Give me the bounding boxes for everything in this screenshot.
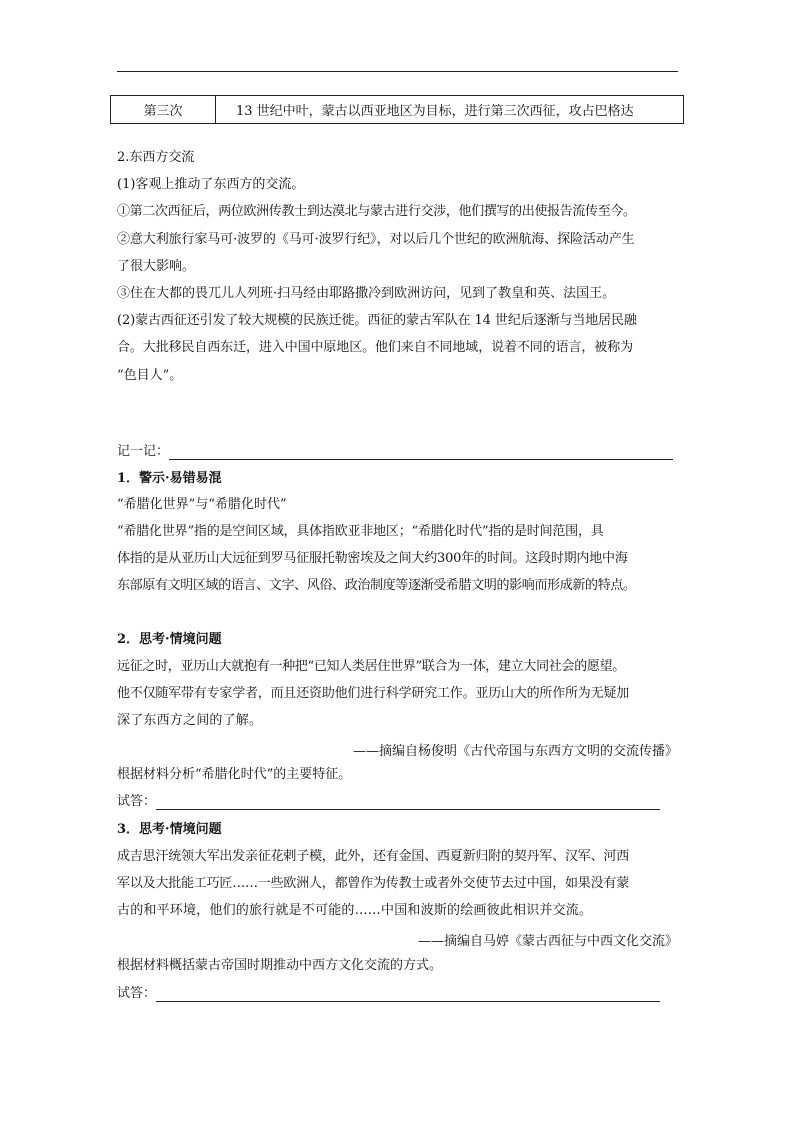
subsection-title: 1．警示·易错易混 bbox=[117, 471, 222, 486]
subsection-title: 3．思考·情境问题 bbox=[117, 822, 222, 837]
paragraph: 远征之时，亚历山大就抱有一种把“已知人类居住世界”联合为一体，建立大同社会的愿望。 bbox=[117, 659, 625, 674]
source-citation: ——摘编自杨俊明《古代帝国与东西方文明的交流传播》 bbox=[352, 744, 678, 759]
expedition-table-row bbox=[110, 95, 684, 124]
paragraph: “希腊化世界”指的是空间区域，具体指欧亚非地区；“希腊化时代”指的是时间范围，具 bbox=[117, 524, 604, 539]
header-rule bbox=[117, 71, 678, 72]
paragraph: (2)蒙古西征还引发了较大规模的民族迁徙。西征的蒙古军队在 14 世纪后逐渐与当地居民融 bbox=[117, 313, 637, 328]
subsection-title: 2．思考·情境问题 bbox=[117, 632, 222, 647]
note-row bbox=[117, 444, 673, 460]
answer-row bbox=[117, 986, 660, 1002]
answer-input-line[interactable] bbox=[156, 796, 660, 810]
answer-row bbox=[117, 794, 660, 810]
paragraph: (1)客观上推动了东西方的交流。 bbox=[117, 177, 305, 192]
answer-label: 试答： bbox=[117, 794, 157, 809]
note-input-line[interactable] bbox=[169, 446, 673, 460]
paragraph: 成吉思汗统领大军出发亲征花剌子模，此外，还有金国、西夏新归附的契丹军、汉军、河西 bbox=[117, 849, 630, 864]
paragraph: 合。大批移民自西东迁，进入中国中原地区。他们来自不同地域，说着不同的语言，被称为 bbox=[117, 340, 634, 355]
table-cell-label: 第三次 bbox=[111, 96, 216, 123]
table-cell-text: 13 世纪中叶，蒙古以西亚地区为目标，进行第三次西征，攻占巴格达 bbox=[236, 104, 634, 119]
question: 根据材料概括蒙古帝国时期推动中西方文化交流的方式。 bbox=[117, 958, 443, 973]
answer-input-line[interactable] bbox=[156, 988, 660, 1002]
question: 根据材料分析“希腊化时代”的主要特征。 bbox=[117, 767, 352, 782]
paragraph: ③住在大都的畏兀儿人列班·扫马经由耶路撒冷到欧洲访问，见到了教皇和英、法国王。 bbox=[117, 286, 616, 301]
source-citation: ——摘编自马婷《蒙古西征与中西文化交流》 bbox=[417, 934, 678, 949]
paragraph: ②意大利旅行家马可·波罗的《马可·波罗行纪》，对以后几个世纪的欧洲航海、探险活动产生 bbox=[117, 232, 635, 247]
paragraph: 深了东西方之间的了解。 bbox=[117, 713, 263, 728]
subsection-subtitle: “希腊化世界”与“希腊化时代” bbox=[117, 497, 287, 512]
paragraph: ①第二次西征后，两位欧洲传教士到达漠北与蒙古进行交涉，他们撰写的出使报告流传至今。 bbox=[117, 204, 636, 219]
section-heading: 2.东西方交流 bbox=[117, 150, 195, 165]
paragraph: 体指的是从亚历山大远征到罗马征服托勒密埃及之间大约300年的时间。这段时期内地中海 bbox=[117, 551, 628, 566]
paragraph: 东部原有文明区域的语言、文字、风俗、政治制度等逐渐受希腊文明的影响而形成新的特点。 bbox=[117, 578, 636, 593]
paragraph: 古的和平环境，他们的旅行就是不可能的……中国和波斯的绘画彼此相识并交流。 bbox=[117, 903, 593, 918]
paragraph: 了很大影响。 bbox=[117, 259, 196, 274]
paragraph: 他不仅随军带有专家学者，而且还资助他们进行科学研究工作。亚历山大的所作所为无疑加 bbox=[117, 686, 630, 701]
paragraph: “色目人”。 bbox=[117, 368, 183, 383]
answer-label: 试答： bbox=[117, 986, 157, 1001]
note-label: 记一记： bbox=[117, 444, 170, 459]
paragraph: 军以及大批能工巧匠……一些欧洲人，都曾作为传教士或者外交使节去过中国，如果没有蒙 bbox=[117, 876, 630, 891]
